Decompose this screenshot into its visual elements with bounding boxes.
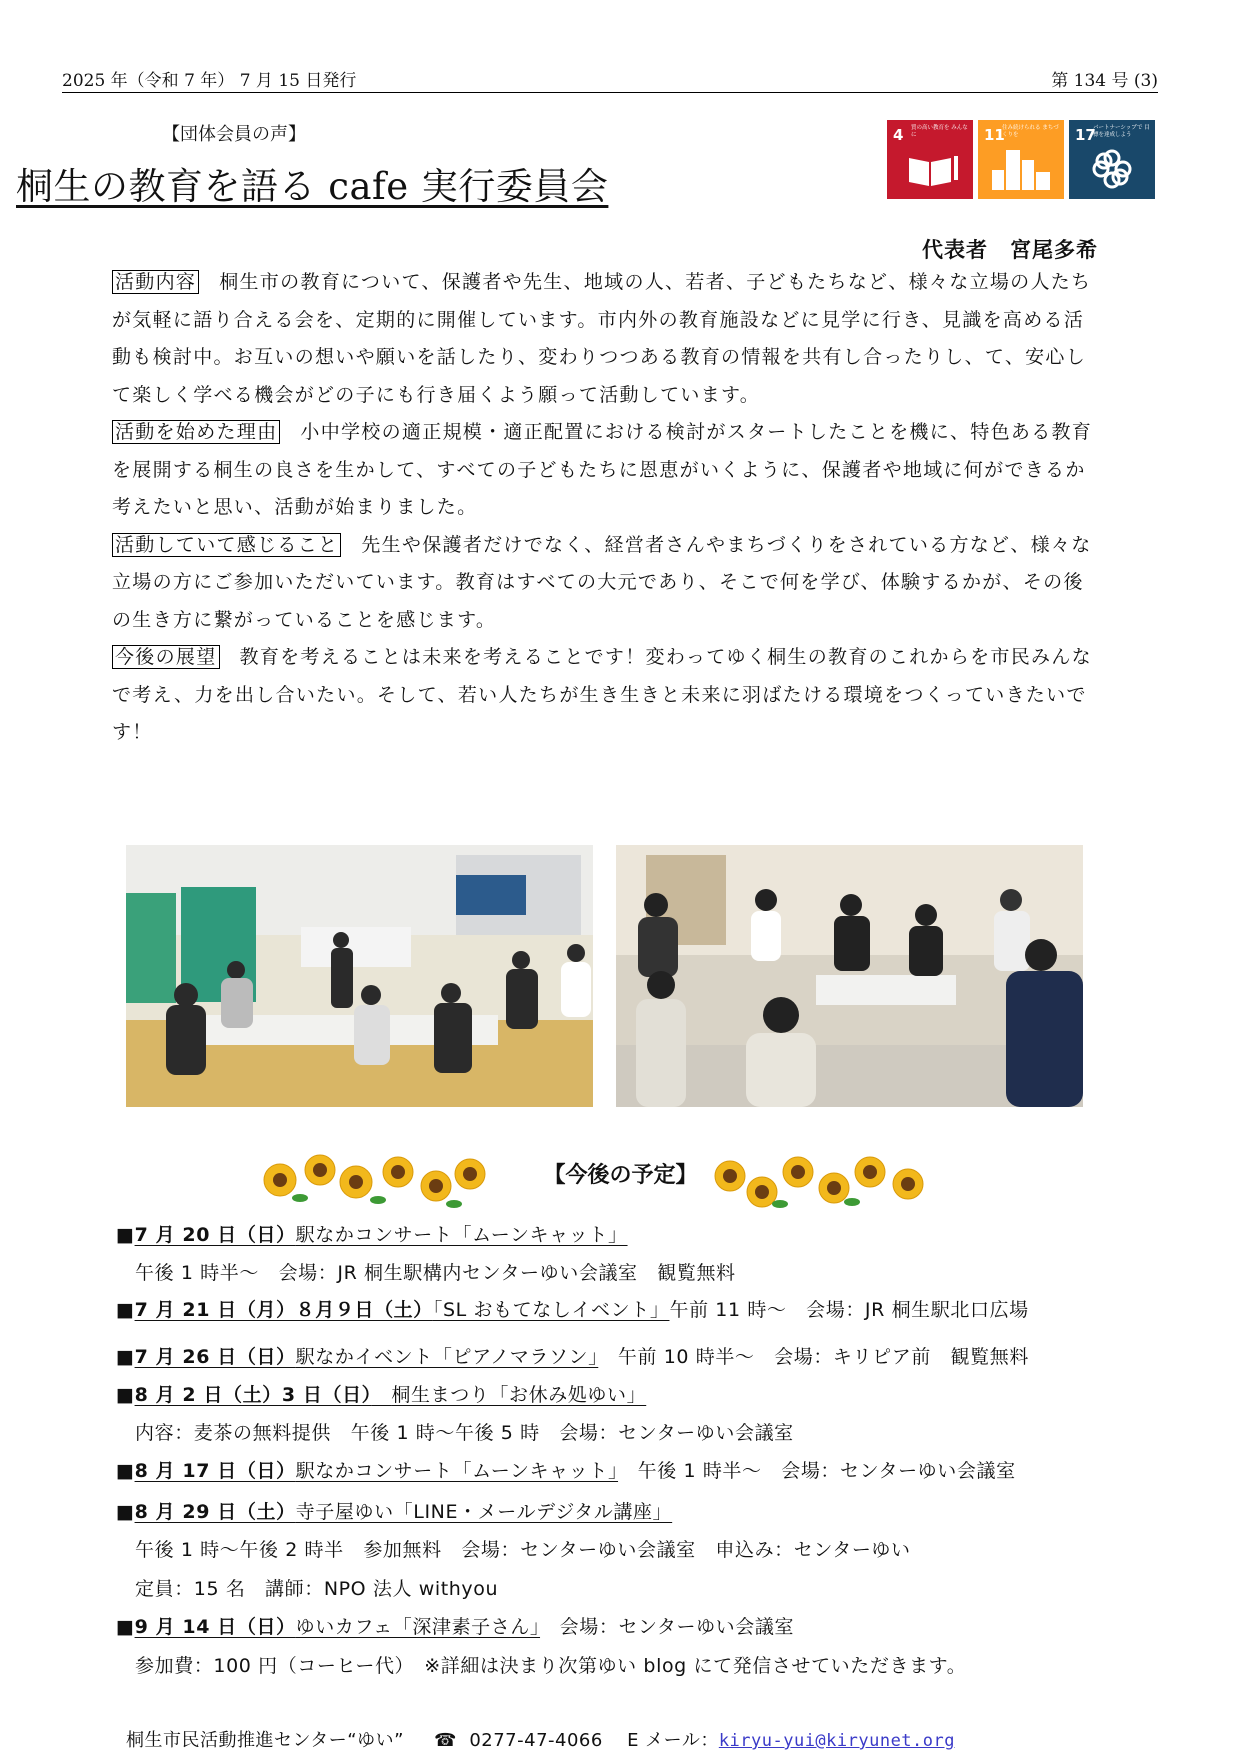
sdg-4-badge: 4 質の高い教育を みんなに bbox=[887, 120, 973, 199]
paragraph-activities: 活動内容 桐生市の教育について、保護者や先生、地域の人、若者、子どもたちなど、様々な立場の人たちが気軽に語り合える会を、定期的に開催しています。市内外の教育施設などに見学に行き、見識を高める活動も検討中。お互いの想いや願いを話したり、変わりつつある教育の情報を共有し合ったりし、て、安心して楽しく学べる機会がどの子にも行き届くよう願って活動しています。 bbox=[112, 271, 1092, 406]
footer-email-link[interactable]: kiryu-yui@kiryunet.org bbox=[718, 1731, 955, 1751]
representative: 代表者 宮尾多希 bbox=[922, 238, 1098, 262]
meeting-photo-2 bbox=[616, 845, 1083, 1107]
schedule-detail: 内容：麦茶の無料提供 午後 1 時～午後 5 時 会場：センターゆい会議室 bbox=[135, 1422, 794, 1444]
schedule-title: 【今後の予定】 bbox=[543, 1163, 698, 1188]
section-tag: 【団体会員の声】 bbox=[162, 124, 306, 145]
city-icon bbox=[978, 120, 1064, 199]
label-impressions: 活動していて感じること bbox=[112, 533, 341, 557]
schedule-detail: 定員：15 名 講師：NPO 法人 withyou bbox=[135, 1578, 499, 1600]
page-title: 桐生の教育を語る cafe 実行委員会 bbox=[16, 165, 609, 208]
partnership-icon bbox=[1069, 120, 1155, 199]
schedule-detail: 参加費：100 円（コーヒー代） ※詳細は決まり次第ゆい blog にて発信させていただきます。 bbox=[135, 1655, 967, 1677]
sdg-11-badge: 11 住み続けられる まちづくりを bbox=[978, 120, 1064, 199]
footer-phone: 0277-47-4066 bbox=[469, 1730, 603, 1751]
schedule-item: ■7 月 20 日（日）駅なかコンサート「ムーンキャット」 bbox=[116, 1224, 628, 1246]
footer-email-label: E メール： bbox=[627, 1730, 719, 1751]
article-body bbox=[112, 264, 1097, 752]
schedule-item: ■7 月 26 日（日）駅なかイベント「ピアノマラソン」 午前 10 時半～ 会場：キリピア前 観覧無料 bbox=[116, 1346, 1029, 1368]
issue-date: 2025 年（令和 7 年） 7 月 15 日発行 bbox=[62, 71, 357, 91]
schedule-item: ■8 月 17 日（日）駅なかコンサート「ムーンキャット」 午後 1 時半～ 会場：センターゆい会議室 bbox=[116, 1460, 1016, 1482]
label-activities: 活動内容 bbox=[112, 270, 199, 294]
sunflower-decoration-right bbox=[712, 1150, 930, 1220]
footer-contact bbox=[126, 1726, 955, 1752]
paragraph-outlook: 今後の展望 教育を考えることは未来を考えることです！変わってゆく桐生の教育のこれからを市民みんなで考え、力を出し合いたい。そして、若い人たちが生き生きと未来に羽ばたける環境をつくっていきたいです！ bbox=[112, 646, 1092, 743]
schedule-item: ■8 月 29 日（土）寺子屋ゆい「LINE・メールデジタル講座」 bbox=[116, 1501, 673, 1523]
label-outlook: 今後の展望 bbox=[112, 645, 220, 669]
footer-org: 桐生市民活動推進センター“ゆい” bbox=[126, 1730, 404, 1751]
phone-icon: ☎ bbox=[434, 1730, 458, 1751]
schedule-detail: 午後 1 時～午後 2 時半 参加無料 会場：センターゆい会議室 申込み：センターゆい bbox=[135, 1539, 911, 1561]
schedule-detail: 午後 1 時半～ 会場：JR 桐生駅構内センターゆい会議室 観覧無料 bbox=[135, 1262, 736, 1284]
issue-header bbox=[62, 66, 1158, 93]
paragraph-impressions: 活動していて感じること 先生や保護者だけでなく、経営者さんやまちづくりをされている方など、様々な立場の方にご参加いただいています。教育はすべての大元であり、そこで何を学び、体験するかが、その後の生き方に繋がっていることを感じます。 bbox=[112, 533, 1092, 631]
meeting-photo-1 bbox=[126, 845, 593, 1107]
schedule-item: ■7 月 21 日（月）８月９日（土）「SL おもてなしイベント」午前 11 時～ 会場：JR 桐生駅北口広場 bbox=[116, 1299, 1029, 1321]
schedule-item: ■8 月 2 日（土）3 日（日） 桐生まつり「お休み処ゆい」 bbox=[116, 1384, 647, 1406]
label-reason: 活動を始めた理由 bbox=[112, 420, 280, 444]
schedule-item: ■9 月 14 日（日）ゆいカフェ「深津素子さん」 会場：センターゆい会議室 bbox=[116, 1616, 795, 1638]
paragraph-reason: 活動を始めた理由 小中学校の適正規模・適正配置における検討がスタートしたことを機に、特色ある教育を展開する桐生の良さを生かして、すべての子どもたちに恩恵がいくように、保護者や地域に何ができるか考えたいと思い、活動が始まりました。 bbox=[112, 421, 1093, 518]
book-icon bbox=[887, 120, 973, 199]
sdg-17-badge: 17 パートナーシップで 目標を達成しよう bbox=[1069, 120, 1155, 199]
issue-number: 第 134 号 (3) bbox=[1051, 71, 1158, 91]
